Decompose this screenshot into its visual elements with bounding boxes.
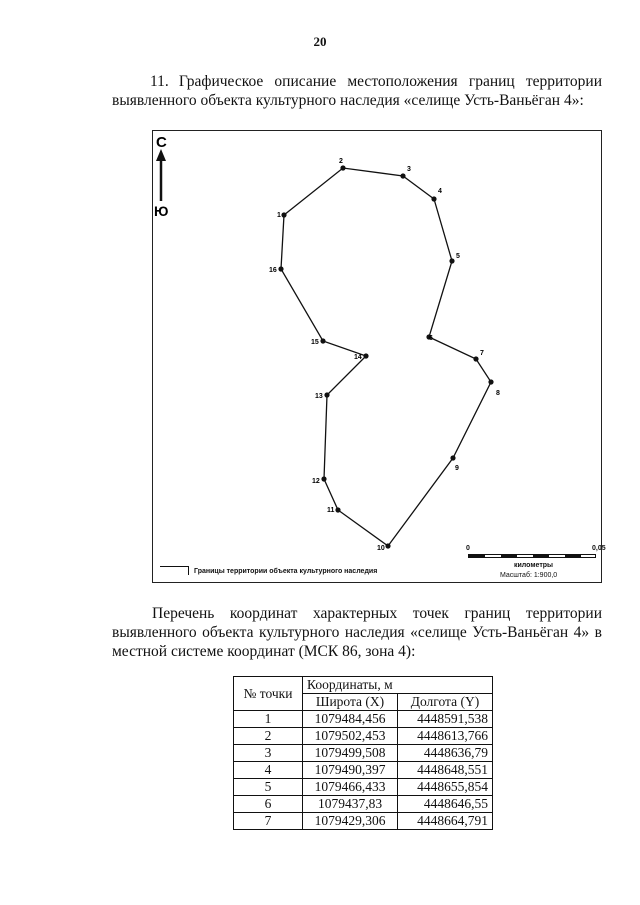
boundary-point-label: 7 [480,350,484,357]
section-title: Графическое описание местоположения границ территории выявленного объекта культурного наследия «селище Усть-Ваньёган 4»: [112,73,602,109]
cell-longitude-y: 4448648,551 [398,762,493,779]
cell-latitude-x: 1079484,456 [303,711,398,728]
table-row [234,796,493,813]
boundary-point-7 [473,356,478,361]
legend-line-tick [188,566,189,575]
table-row [234,762,493,779]
boundary-point-label: 5 [456,253,460,260]
boundary-point-14 [363,353,368,358]
boundary-point-8 [488,379,493,384]
legend-label: Границы территории объекта культурного наследия [194,568,378,575]
scale-units: километры [514,562,554,569]
table-row [234,745,493,762]
boundary-point-label: 15 [311,339,319,346]
cell-latitude-x: 1079490,397 [303,762,398,779]
table-row [234,711,493,728]
boundary-point-label: 11 [327,507,335,514]
cell-latitude-x: 1079429,306 [303,813,398,830]
cell-point-number: 1 [234,711,303,728]
coordinates-intro-text: Перечень координат характерных точек границ территории выявленного объекта культурного наследия «селище Усть-Ваньёган 4» в местной системе координат (МСК 86, зона 4): [112,605,602,660]
boundary-point-label: 16 [269,267,277,274]
compass-south-label: Ю [154,203,169,219]
boundary-point-5 [449,258,454,263]
cell-latitude-x: 1079437,83 [303,796,398,813]
coordinates-table [233,676,493,830]
boundary-point-label: 8 [496,390,500,397]
header-coordinates: Координаты, м [303,677,493,694]
boundary-point-label: 9 [455,465,459,472]
cell-point-number: 3 [234,745,303,762]
coordinates-intro [112,604,602,661]
section-heading [112,72,602,110]
boundary-point-12 [321,476,326,481]
boundary-point-9 [450,455,455,460]
cell-latitude-x: 1079499,508 [303,745,398,762]
boundary-map [152,130,602,583]
cell-point-number: 2 [234,728,303,745]
scale-end: 0,05 [592,545,606,552]
cell-point-number: 6 [234,796,303,813]
table-row [234,813,493,830]
table-row [234,779,493,796]
page-number: 20 [313,34,327,49]
boundary-point-label: 1 [277,212,281,219]
boundary-point-label: 2 [339,158,343,165]
scale-bar [466,545,606,583]
cell-latitude-x: 1079502,453 [303,728,398,745]
cell-point-number: 4 [234,762,303,779]
boundary-line [281,168,491,546]
cell-point-number: 5 [234,779,303,796]
header-point: № точки [234,677,303,711]
boundary-point-11 [335,507,340,512]
map-legend [160,561,420,577]
boundary-point-label: 14 [354,354,362,361]
compass-north-label: С [156,134,167,151]
section-number: 11. [150,73,169,90]
cell-longitude-y: 4448646,55 [398,796,493,813]
cell-longitude-y: 4448591,538 [398,711,493,728]
north-arrow-icon [156,149,166,201]
scale-start: 0 [466,545,470,552]
boundary-map-canvas [153,131,603,584]
boundary-point-2 [340,165,345,170]
boundary-point-15 [320,338,325,343]
cell-longitude-y: 4448636,79 [398,745,493,762]
boundary-point-label: 6 [429,335,433,342]
cell-point-number: 7 [234,813,303,830]
table-header-row [234,677,493,694]
boundary-point-16 [278,266,283,271]
cell-longitude-y: 4448613,766 [398,728,493,745]
boundary-point-4 [431,196,436,201]
boundary-point-3 [400,173,405,178]
scale-bar-graphic [468,554,596,558]
header-y: Долгота (Y) [398,694,493,711]
legend-line-sample [160,566,188,567]
cell-latitude-x: 1079466,433 [303,779,398,796]
boundary-point-label: 3 [407,166,411,173]
boundary-point-label: 13 [315,393,323,400]
boundary-point-label: 12 [312,478,320,485]
boundary-point-13 [324,392,329,397]
scale-ratio: Масштаб: 1:900,0 [500,572,558,579]
table-row [234,728,493,745]
boundary-point-10 [385,543,390,548]
cell-longitude-y: 4448655,854 [398,779,493,796]
cell-longitude-y: 4448664,791 [398,813,493,830]
boundary-point-1 [281,212,286,217]
boundary-point-label: 10 [377,545,385,552]
header-x: Широта (X) [303,694,398,711]
boundary-point-label: 4 [438,188,442,195]
